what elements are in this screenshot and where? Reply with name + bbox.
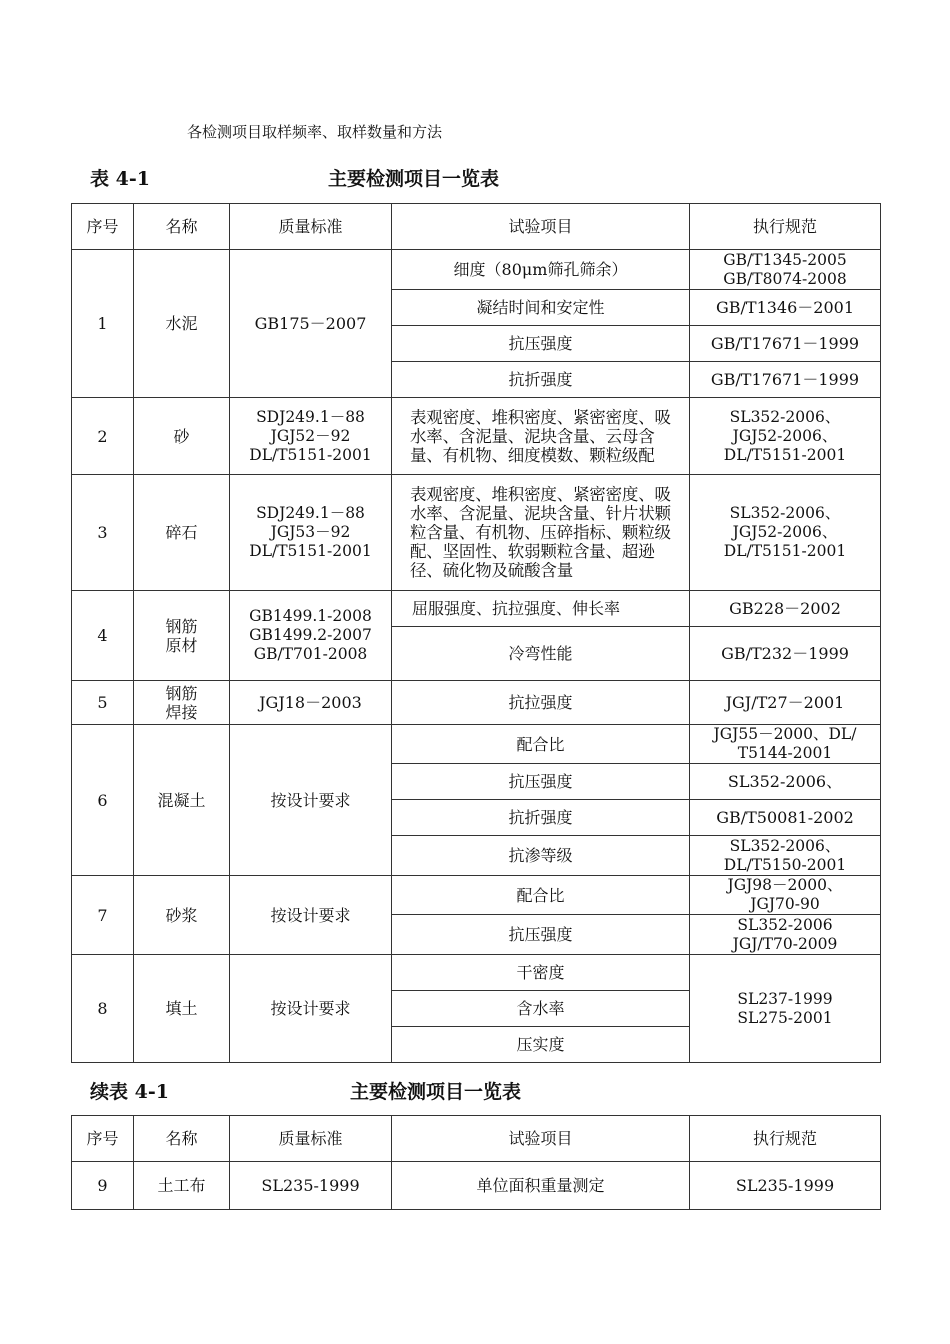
table1	[71, 203, 881, 1063]
table2	[71, 1115, 881, 1210]
header-cell: 质量标准	[230, 1116, 392, 1162]
cell-no: 3	[72, 475, 134, 591]
cell-test: 配合比	[392, 725, 690, 764]
header-cell: 执行规范	[690, 204, 881, 250]
table1-label: 表 4-1	[90, 168, 150, 190]
cell-name: 砂浆	[134, 876, 230, 955]
table-row	[72, 876, 881, 915]
cell-spec: SL352-2006 JGJ/T70-2009	[690, 915, 881, 955]
header-cell: 质量标准	[230, 204, 392, 250]
header-cell: 试验项目	[392, 1116, 690, 1162]
cell-spec: GB/T1346－2001	[690, 290, 881, 326]
cell-standard: GB175－2007	[230, 250, 392, 398]
cell-no: 6	[72, 725, 134, 876]
cell-standard: SDJ249.1－88 JGJ52－92 DL/T5151-2001	[230, 398, 392, 475]
cell-standard: JGJ18－2003	[230, 681, 392, 725]
table2-label: 续表 4-1	[90, 1081, 169, 1103]
cell-spec: SL237-1999 SL275-2001	[690, 955, 881, 1063]
cell-spec: GB/T1345-2005 GB/T8074-2008	[690, 250, 881, 290]
cell-no: 5	[72, 681, 134, 725]
cell-standard: 按设计要求	[230, 725, 392, 876]
cell-test: 表观密度、堆积密度、紧密密度、吸水率、含泥量、泥块含量、针片状颗粒含量、有机物、压碎指标、颗粒级配、坚固性、软弱颗粒含量、超逊径、硫化物及硫酸含量	[392, 475, 690, 591]
cell-spec: SL235-1999	[690, 1162, 881, 1210]
header-cell: 执行规范	[690, 1116, 881, 1162]
cell-spec: SL352-2006、 JGJ52-2006、 DL/T5151-2001	[690, 398, 881, 475]
header-cell: 序号	[72, 204, 134, 250]
table-row	[72, 250, 881, 290]
header-cell: 名称	[134, 1116, 230, 1162]
cell-standard: SL235-1999	[230, 1162, 392, 1210]
cell-spec: JGJ98－2000、 JGJ70-90	[690, 876, 881, 915]
cell-spec: GB/T17671－1999	[690, 362, 881, 398]
cell-test: 冷弯性能	[392, 627, 690, 681]
table-row	[72, 681, 881, 725]
cell-test: 抗拉强度	[392, 681, 690, 725]
cell-spec: SL352-2006、	[690, 764, 881, 800]
cell-spec: JGJ/T27－2001	[690, 681, 881, 725]
table2-header-row	[72, 1116, 881, 1162]
cell-spec: GB/T50081-2002	[690, 800, 881, 836]
table-row	[72, 1162, 881, 1210]
cell-name: 混凝土	[134, 725, 230, 876]
cell-test: 配合比	[392, 876, 690, 915]
intro-text: 各检测项目取样频率、取样数量和方法	[187, 123, 443, 141]
header-cell: 试验项目	[392, 204, 690, 250]
cell-spec: GB/T17671－1999	[690, 326, 881, 362]
cell-test: 抗压强度	[392, 764, 690, 800]
cell-name: 钢筋 原材	[134, 591, 230, 681]
cell-standard: SDJ249.1－88 JGJ53－92 DL/T5151-2001	[230, 475, 392, 591]
cell-test: 凝结时间和安定性	[392, 290, 690, 326]
table-row	[72, 955, 881, 991]
cell-name: 土工布	[134, 1162, 230, 1210]
cell-name: 填土	[134, 955, 230, 1063]
cell-no: 8	[72, 955, 134, 1063]
table-row	[72, 398, 881, 475]
cell-test: 表观密度、堆积密度、紧密密度、吸水率、含泥量、泥块含量、云母含量、有机物、细度模数、颗粒级配	[392, 398, 690, 475]
cell-standard: GB1499.1-2008 GB1499.2-2007 GB/T701-2008	[230, 591, 392, 681]
cell-spec: GB228－2002	[690, 591, 881, 627]
cell-name: 碎石	[134, 475, 230, 591]
header-cell: 名称	[134, 204, 230, 250]
cell-spec: GB/T232－1999	[690, 627, 881, 681]
cell-test: 单位面积重量测定	[392, 1162, 690, 1210]
cell-test: 抗折强度	[392, 362, 690, 398]
cell-test: 抗压强度	[392, 915, 690, 955]
header-cell: 序号	[72, 1116, 134, 1162]
cell-test: 抗渗等级	[392, 836, 690, 876]
table1-title: 主要检测项目一览表	[328, 168, 500, 190]
table-row	[72, 591, 881, 627]
cell-no: 2	[72, 398, 134, 475]
cell-spec: SL352-2006、 JGJ52-2006、 DL/T5151-2001	[690, 475, 881, 591]
cell-name: 钢筋 焊接	[134, 681, 230, 725]
cell-test: 抗压强度	[392, 326, 690, 362]
table2-title: 主要检测项目一览表	[350, 1081, 522, 1103]
table-row	[72, 475, 881, 591]
cell-no: 7	[72, 876, 134, 955]
table-row	[72, 725, 881, 764]
cell-test: 压实度	[392, 1027, 690, 1063]
cell-name: 砂	[134, 398, 230, 475]
cell-test: 屈服强度、抗拉强度、伸长率	[392, 591, 690, 627]
cell-test: 抗折强度	[392, 800, 690, 836]
cell-standard: 按设计要求	[230, 955, 392, 1063]
cell-no: 4	[72, 591, 134, 681]
table1-header-row	[72, 204, 881, 250]
cell-no: 1	[72, 250, 134, 398]
cell-standard: 按设计要求	[230, 876, 392, 955]
cell-spec: SL352-2006、 DL/T5150-2001	[690, 836, 881, 876]
cell-name: 水泥	[134, 250, 230, 398]
cell-test: 细度（80μm筛孔筛余）	[392, 250, 690, 290]
cell-test: 含水率	[392, 991, 690, 1027]
cell-spec: JGJ55－2000、DL/ T5144-2001	[690, 725, 881, 764]
cell-no: 9	[72, 1162, 134, 1210]
cell-test: 干密度	[392, 955, 690, 991]
